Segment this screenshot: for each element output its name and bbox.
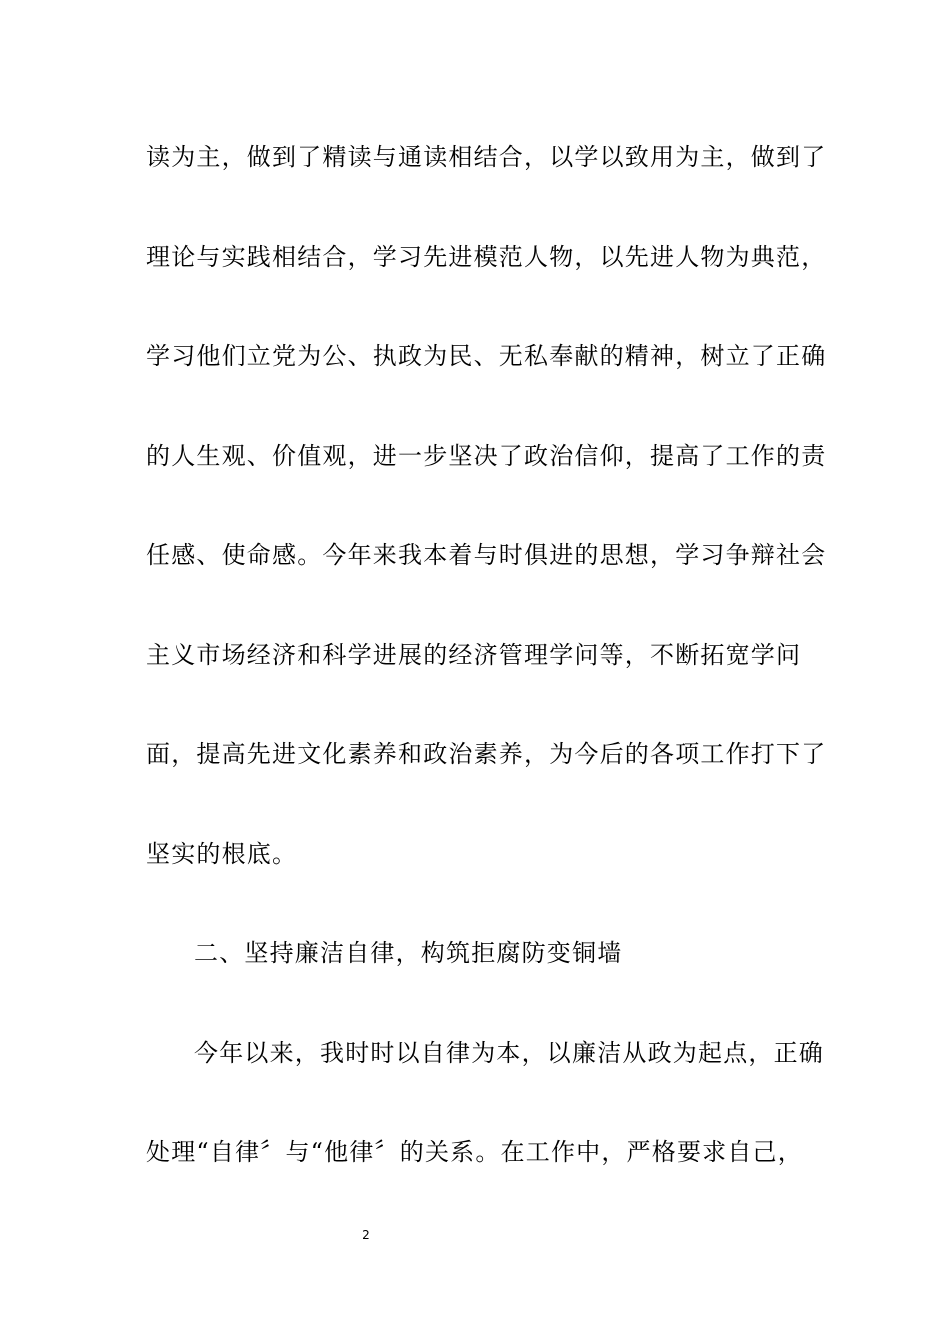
text-line: 坚实的根底。	[146, 839, 298, 868]
section-heading: 二、坚持廉洁自律，构筑拒腐防变铜墙	[194, 939, 623, 967]
text-line: 主义市场经济和科学进展的经济管理学问等，不断拓宽学问	[146, 640, 802, 669]
text-line: 任感、使命感。今年来我本着与时俱进的思想，学习争辩社会	[146, 541, 827, 569]
text-line: 读为主，做到了精读与通读相结合，以学以致用为主，做到了	[146, 143, 827, 171]
paragraph-start-line: 今年以来，我时时以自律为本，以廉洁从政为起点，正确	[194, 1038, 824, 1067]
body-text	[146, 132, 827, 1227]
text-line: 学习他们立党为公、执政为民、无私奉献的精神，树立了正确	[146, 342, 827, 370]
text-line: 面，提高先进文化素养和政治素养，为今后的各项工作打下了	[146, 740, 827, 768]
text-line: 的人生观、价值观，进一步坚决了政治信仰，提高了工作的责	[146, 441, 827, 470]
text-line: 处理“自律〞与“他律〞的关系。在工作中，严格要求自己，	[146, 1138, 803, 1166]
text-line: 理论与实践相结合，学习先进模范人物，以先进人物为典范，	[146, 242, 827, 271]
page-number: 2	[362, 1228, 370, 1242]
